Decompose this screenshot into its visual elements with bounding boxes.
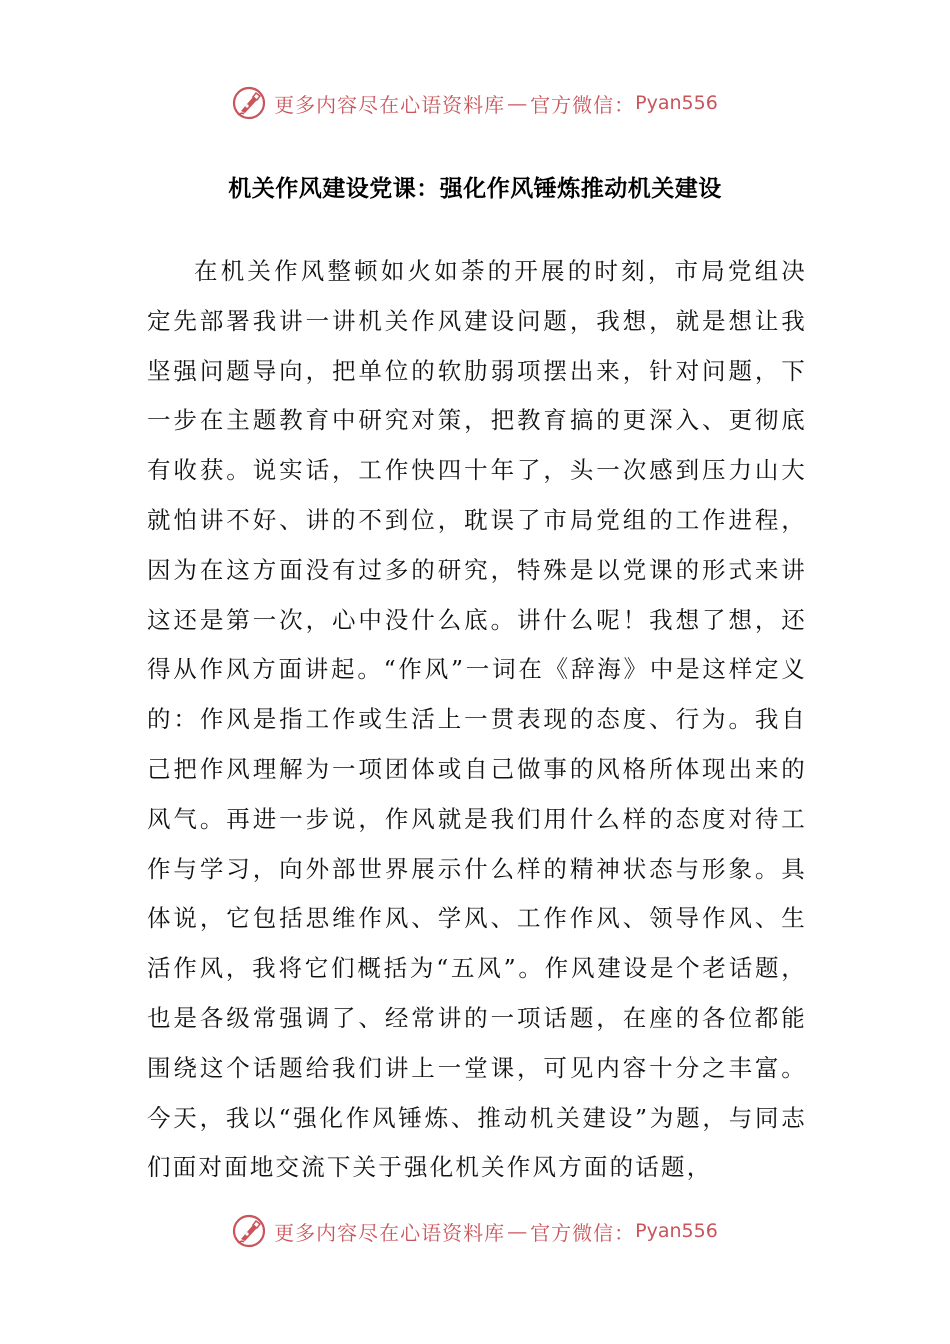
wechat-label: 官方微信：: [530, 1220, 636, 1245]
pen-nib-logo-icon: [232, 1214, 266, 1248]
banner-separator: —: [507, 1219, 529, 1243]
banner-text: 更多内容尽在心语资料库: [274, 92, 506, 117]
banner-separator: —: [507, 91, 529, 115]
wechat-id: Pyan556: [635, 1220, 718, 1242]
banner-text: 更多内容尽在心语资料库: [274, 1220, 506, 1245]
wechat-label: 官方微信：: [530, 92, 636, 117]
header-banner: [0, 81, 950, 125]
footer-banner: [0, 1209, 950, 1253]
wechat-id: Pyan556: [635, 92, 718, 114]
document-title: 机关作风建设党课：强化作风锤炼推动机关建设: [228, 176, 722, 202]
body-paragraph: 在机关作风整顿如火如荼的开展的时刻，市局党组决定先部署我讲一讲机关作风建设问题，我想，就是想让我坚强问题导向，把单位的软肋弱项摆出来，针对问题，下一步在主题教育中研究对策，把教育搞的更深入、更彻底有收获。说实话，工作快四十年了，头一次感到压力山大就怕讲不好、讲的不到位，耽误了市局党组的工作进程，因为在这方面没有过多的研究，特殊是以党课的形式来讲这还是第一次，心中没什么底。讲什么呢！我想了想，还得从作风方面讲起。“作风”一词在《辞海》中是这样定义的：作风是指工作或生活上一贯表现的态度、行为。我自己把作风理解为一项团体或自己做事的风格所体现出来的风气。再进一步说，作风就是我们用什么样的态度对待工作与学习，向外部世界展示什么样的精神状态与形象。具体说，它包括思维作风、学风、工作作风、领导作风、生活作风，我将它们概括为“五风”。作风建设是个老话题，也是各级常强调了、经常讲的一项话题，在座的各位都能围绕这个话题给我们讲上一堂课，可见内容十分之丰富。今天，我以“强化作风锤炼、推动机关建设”为题，与同志们面对面地交流下关于强化机关作风方面的话题，: [147, 257, 807, 1182]
pen-nib-logo-icon: [232, 86, 266, 120]
